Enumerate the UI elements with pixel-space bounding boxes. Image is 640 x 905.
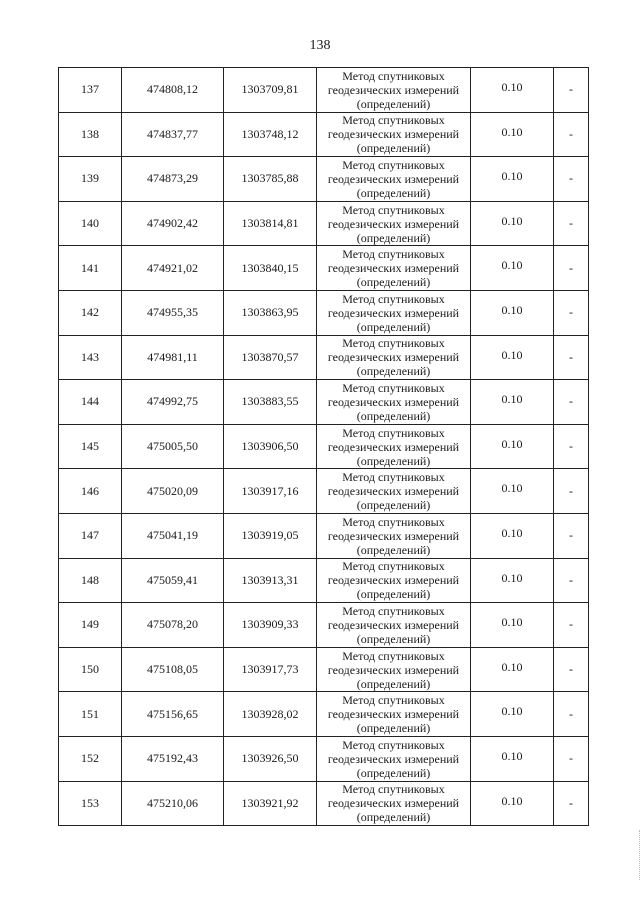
- note-cell: -: [554, 290, 589, 335]
- coordinate-x-cell: 474808,12: [122, 68, 224, 113]
- coordinate-x-cell: 475108,05: [122, 647, 224, 692]
- method-line: Метод спутниковых: [342, 291, 445, 306]
- coordinate-x-cell: 475078,20: [122, 603, 224, 648]
- note-cell: -: [554, 781, 589, 826]
- table-row: [59, 201, 589, 246]
- coordinate-x-cell: 474955,35: [122, 290, 224, 335]
- method-line: Метод спутниковых: [342, 559, 445, 574]
- method-cell: [317, 692, 471, 737]
- point-number-cell: 138: [59, 112, 122, 157]
- point-number-cell: 144: [59, 380, 122, 425]
- point-number-cell: 140: [59, 201, 122, 246]
- coordinate-x-cell: 475005,50: [122, 424, 224, 469]
- coordinate-x-cell: 475020,09: [122, 469, 224, 514]
- method-line: геодезических измерений: [327, 573, 460, 588]
- coordinate-y-cell: 1303919,05: [224, 513, 317, 558]
- accuracy-cell: 0.10: [471, 424, 554, 469]
- note-cell: -: [554, 335, 589, 380]
- accuracy-cell: 0.10: [471, 380, 554, 425]
- note-cell: -: [554, 380, 589, 425]
- coordinate-x-cell: 474981,11: [122, 335, 224, 380]
- method-line: геодезических измерений: [327, 617, 460, 632]
- method-line: (определений): [356, 275, 431, 290]
- method-cell: [317, 558, 471, 603]
- accuracy-cell: 0.10: [471, 736, 554, 781]
- accuracy-cell: 0.10: [471, 558, 554, 603]
- coordinate-x-cell: 475156,65: [122, 692, 224, 737]
- note-cell: -: [554, 692, 589, 737]
- coordinate-y-cell: 1303870,57: [224, 335, 317, 380]
- coordinate-y-cell: 1303709,81: [224, 68, 317, 113]
- note-cell: -: [554, 246, 589, 291]
- method-line: геодезических измерений: [327, 216, 460, 231]
- table-row: [59, 513, 589, 558]
- method-line: Метод спутниковых: [342, 157, 445, 172]
- accuracy-cell: 0.10: [471, 290, 554, 335]
- point-number-cell: 150: [59, 647, 122, 692]
- table-row: [59, 424, 589, 469]
- method-line: (определений): [356, 765, 431, 780]
- coordinate-x-cell: 475059,41: [122, 558, 224, 603]
- point-number-cell: 145: [59, 424, 122, 469]
- point-number-cell: 149: [59, 603, 122, 648]
- method-line: Метод спутниковых: [342, 68, 445, 83]
- method-line: Метод спутниковых: [342, 470, 445, 485]
- method-cell: [317, 469, 471, 514]
- method-cell: [317, 736, 471, 781]
- accuracy-cell: 0.10: [471, 513, 554, 558]
- method-line: геодезических измерений: [327, 82, 460, 97]
- method-cell: [317, 290, 471, 335]
- coordinate-x-cell: 474921,02: [122, 246, 224, 291]
- method-line: Метод спутниковых: [342, 603, 445, 618]
- method-line: (определений): [356, 408, 431, 423]
- method-cell: [317, 112, 471, 157]
- table-row: [59, 736, 589, 781]
- point-number-cell: 139: [59, 157, 122, 202]
- method-cell: [317, 424, 471, 469]
- point-number-cell: 141: [59, 246, 122, 291]
- method-cell: [317, 513, 471, 558]
- method-cell: [317, 380, 471, 425]
- method-line: Метод спутниковых: [342, 737, 445, 752]
- point-number-cell: 143: [59, 335, 122, 380]
- method-line: Метод спутниковых: [342, 113, 445, 128]
- coordinate-y-cell: 1303748,12: [224, 112, 317, 157]
- method-line: геодезических измерений: [327, 261, 460, 276]
- note-cell: -: [554, 736, 589, 781]
- note-cell: -: [554, 603, 589, 648]
- method-line: геодезических измерений: [327, 662, 460, 677]
- note-cell: -: [554, 68, 589, 113]
- method-cell: [317, 781, 471, 826]
- table-row: [59, 157, 589, 202]
- method-line: геодезических измерений: [327, 796, 460, 811]
- coordinate-x-cell: 474992,75: [122, 380, 224, 425]
- coordinate-y-cell: 1303840,15: [224, 246, 317, 291]
- method-line: (определений): [356, 587, 431, 602]
- note-cell: -: [554, 112, 589, 157]
- coordinate-y-cell: 1303917,16: [224, 469, 317, 514]
- method-cell: [317, 157, 471, 202]
- point-number-cell: 148: [59, 558, 122, 603]
- coordinate-y-cell: 1303814,81: [224, 201, 317, 246]
- table-row: [59, 647, 589, 692]
- method-line: Метод спутниковых: [342, 782, 445, 797]
- method-cell: [317, 201, 471, 246]
- page-number: 138: [309, 38, 331, 53]
- method-line: (определений): [356, 676, 431, 691]
- method-line: геодезических измерений: [327, 394, 460, 409]
- method-line: Метод спутниковых: [342, 514, 445, 529]
- method-line: (определений): [356, 185, 431, 200]
- method-line: (определений): [356, 453, 431, 468]
- coordinate-y-cell: 1303883,55: [224, 380, 317, 425]
- method-line: геодезических измерений: [327, 484, 460, 499]
- method-line: (определений): [356, 498, 431, 513]
- note-cell: -: [554, 469, 589, 514]
- accuracy-cell: 0.10: [471, 603, 554, 648]
- note-cell: -: [554, 513, 589, 558]
- method-line: (определений): [356, 141, 431, 156]
- table-row: [59, 290, 589, 335]
- method-line: (определений): [356, 96, 431, 111]
- accuracy-cell: 0.10: [471, 157, 554, 202]
- table-row: [59, 246, 589, 291]
- method-cell: [317, 246, 471, 291]
- method-line: Метод спутниковых: [342, 336, 445, 351]
- method-line: геодезических измерений: [327, 707, 460, 722]
- coordinate-x-cell: 474902,42: [122, 201, 224, 246]
- method-cell: [317, 68, 471, 113]
- table-row: [59, 335, 589, 380]
- point-number-cell: 137: [59, 68, 122, 113]
- table-row: [59, 112, 589, 157]
- coordinate-y-cell: 1303913,31: [224, 558, 317, 603]
- coordinate-y-cell: 1303909,33: [224, 603, 317, 648]
- coordinate-y-cell: 1303785,88: [224, 157, 317, 202]
- method-cell: [317, 603, 471, 648]
- method-line: геодезических измерений: [327, 751, 460, 766]
- coordinate-x-cell: 475210,06: [122, 781, 224, 826]
- accuracy-cell: 0.10: [471, 781, 554, 826]
- note-cell: -: [554, 157, 589, 202]
- coordinate-y-cell: 1303863,95: [224, 290, 317, 335]
- table-row: [59, 692, 589, 737]
- coordinate-x-cell: 475192,43: [122, 736, 224, 781]
- method-line: (определений): [356, 631, 431, 646]
- method-line: геодезических измерений: [327, 528, 460, 543]
- method-line: (определений): [356, 542, 431, 557]
- method-line: геодезических измерений: [327, 350, 460, 365]
- accuracy-cell: 0.10: [471, 647, 554, 692]
- point-number-cell: 142: [59, 290, 122, 335]
- method-line: Метод спутниковых: [342, 425, 445, 440]
- accuracy-cell: 0.10: [471, 692, 554, 737]
- note-cell: -: [554, 201, 589, 246]
- method-line: Метод спутниковых: [342, 380, 445, 395]
- method-line: геодезических измерений: [327, 127, 460, 142]
- table-row: [59, 603, 589, 648]
- method-line: Метод спутниковых: [342, 247, 445, 262]
- accuracy-cell: 0.10: [471, 112, 554, 157]
- table-row: [59, 380, 589, 425]
- table-row: [59, 781, 589, 826]
- accuracy-cell: 0.10: [471, 201, 554, 246]
- method-line: (определений): [356, 721, 431, 736]
- accuracy-cell: 0.10: [471, 335, 554, 380]
- coordinate-y-cell: 1303917,73: [224, 647, 317, 692]
- accuracy-cell: 0.10: [471, 246, 554, 291]
- coordinate-y-cell: 1303926,50: [224, 736, 317, 781]
- coordinate-y-cell: 1303928,02: [224, 692, 317, 737]
- method-line: Метод спутниковых: [342, 648, 445, 663]
- coordinate-x-cell: 474837,77: [122, 112, 224, 157]
- method-line: геодезических измерений: [327, 439, 460, 454]
- method-line: (определений): [356, 319, 431, 334]
- note-cell: -: [554, 647, 589, 692]
- point-number-cell: 153: [59, 781, 122, 826]
- coordinate-x-cell: 475041,19: [122, 513, 224, 558]
- method-line: (определений): [356, 810, 431, 825]
- method-line: геодезических измерений: [327, 171, 460, 186]
- coordinates-table: [58, 67, 589, 826]
- coordinate-x-cell: 474873,29: [122, 157, 224, 202]
- accuracy-cell: 0.10: [471, 469, 554, 514]
- coordinates-table-body: [59, 68, 589, 826]
- method-cell: [317, 647, 471, 692]
- point-number-cell: 151: [59, 692, 122, 737]
- point-number-cell: 146: [59, 469, 122, 514]
- note-cell: -: [554, 424, 589, 469]
- method-line: (определений): [356, 230, 431, 245]
- table-row: [59, 558, 589, 603]
- method-cell: [317, 335, 471, 380]
- table-row: [59, 469, 589, 514]
- method-line: Метод спутниковых: [342, 693, 445, 708]
- point-number-cell: 152: [59, 736, 122, 781]
- coordinate-y-cell: 1303921,92: [224, 781, 317, 826]
- method-line: геодезических измерений: [327, 305, 460, 320]
- note-cell: -: [554, 558, 589, 603]
- method-line: (определений): [356, 364, 431, 379]
- point-number-cell: 147: [59, 513, 122, 558]
- table-row: [59, 68, 589, 113]
- accuracy-cell: 0.10: [471, 68, 554, 113]
- method-line: Метод спутниковых: [342, 202, 445, 217]
- coordinate-y-cell: 1303906,50: [224, 424, 317, 469]
